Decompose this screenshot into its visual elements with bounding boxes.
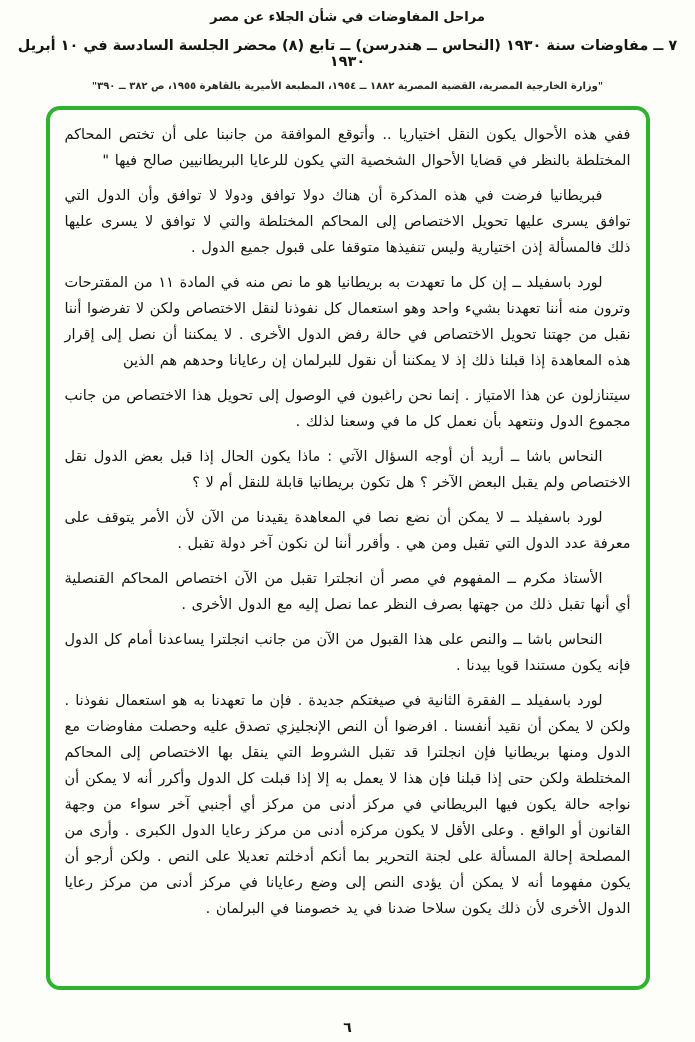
paragraph-2: فبريطانيا فرضت في هذه المذكرة أن هناك دولا توافق ودولا لا توافق وأن الدول التي توافق يسرى عليها تحويل الاختصاص إلى المحاكم المختلطة والتي لا توافق لا يسرى عليها ذلك فالمسألة إذن اختيارية وليس تنفيذها متوقفا على قبول جميع الدول . [64,188,631,256]
page-number: ٦ [343,1020,352,1036]
paragraph-1: ففي هذه الأحوال يكون النقل اختياريا .. وأتوقع الموافقة من جانبنا على أن تختص المحاكم المختلطة بالنظر في قضايا الأحوال الشخصية التي يكون للرعايا البريطانيين صالح فيها " [64,127,631,169]
page-footer [0,1017,695,1036]
paragraph-6: لورد باسفيلد ــ لا يمكن أن نضع نصا في المعاهدة يقيدنا من الآن لأن الأمر يتوقف على معرفة عدد الدول التي تقبل ومن هي . وأقرر أننا لن نكون آخر دولة تقبل . [64,510,631,552]
paragraph-3: لورد باسفيلد ــ إن كل ما تعهدت به بريطانيا هو ما نص منه في المادة ١١ من المقترحات وترون منه أننا تعهدنا بشيء واحد وهو استعمال كل نفوذنا لنقل الاختصاص ولكن لا تفرضوا أننا نقبل من جهتنا تحويل الاختصاص في حالة رفض الدول الأخرى . لا يمكننا أن نصل إلى إقرار هذه المعاهدة إذا قبلنا ذلك إذ لا يمكننا أن نقول للبرلمان إن رعايانا وحدهم هم الذين [64,275,631,369]
source-citation: "وزارة الخارجية المصرية، القضية المصرية ١٨٨٢ ــ ١٩٥٤، المطبعة الأميرية بالقاهرة ١٩٥٥، ص ٣٨٢ ــ ٣٩٠" [91,81,604,92]
paragraph-9: لورد باسفيلد ــ الفقرة الثانية في صيغتكم جديدة . فإن ما تعهدنا به هو استعمال نفوذنا . ولكن لا يمكن أن نقيد أنفسنا . افرضوا أن النص الإنجليزي تصدق عليه وحصلت مفاوضات مع الدول ومنها بريطانيا فإن انجلترا قد تقبل الشروط التي ينقل بها الاختصاص إلى المحاكم المختلطة ولكن حتى إذا قبلنا فإن هذا لا يعمل به إلا إذا قبلت كل الدول وأكرر أنه لا يمكن أن نواجه حالة يكون فيها البريطاني في مركز أدنى من مركز أي أجنبي آخر سواء من وجهة القانون أو الواقع . وعلى الأقل لا يكون مركزه أدنى من مركز رعايا الدول الكبرى . وأرى من المصلحة إحالة المسألة على لجنة التحرير بما أنكم أدخلتم تعديلا على النص . ولكن أرجو أن يكون مفهوما أنه لا يمكن أن يؤدى النص إلى وضع رعايانا في مركز أدنى من مركز رعايا الدول الأخرى لأن ذلك يكون سلاحا ضدنا في يد خصومنا في البرلمان . [64,693,631,917]
document-subtitle: ٧ ــ مفاوضات سنة ١٩٣٠ (النحاس ــ هندرسن) ــ تابع (٨) محضر الجلسة السادسة في ١٠ أبريل ١٩٣٠ [17,38,678,70]
paragraph-7: الأستاذ مكرم ــ المفهوم في مصر أن انجلترا تقبل من الآن اختصاص المحاكم القنصلية أي أنها تقبل ذلك من جهتها بصرف النظر عما نصل إليه مع الدول الأخرى . [64,571,631,613]
paragraph-5: النحاس باشا ــ أريد أن أوجه السؤال الآتي : ماذا يكون الحال إذا قبل بعض الدول نقل الاختصاص ولم يقبل البعض الآخر ؟ هل تكون بريطانيا قابلة للنقل أم لا ؟ [64,449,631,491]
document-title: مراحل المفاوضات في شأن الجلاء عن مصر [210,10,485,25]
document-header [0,0,695,92]
paragraph-4: سيتنازلون عن هذا الامتياز . إنما نحن راغبون في الوصول إلى تحويل هذا الاختصاص من جانب مجموع الدول ونتعهد بأن نعمل كل ما في وسعنا لذلك . [64,388,631,430]
highlighted-text-box [46,106,650,990]
paragraph-8: النحاس باشا ــ والنص على هذا القبول من الآن من جانب انجلترا يساعدنا أمام كل الدول فإنه يكون مستندا قويا بيدنا . [64,632,631,674]
